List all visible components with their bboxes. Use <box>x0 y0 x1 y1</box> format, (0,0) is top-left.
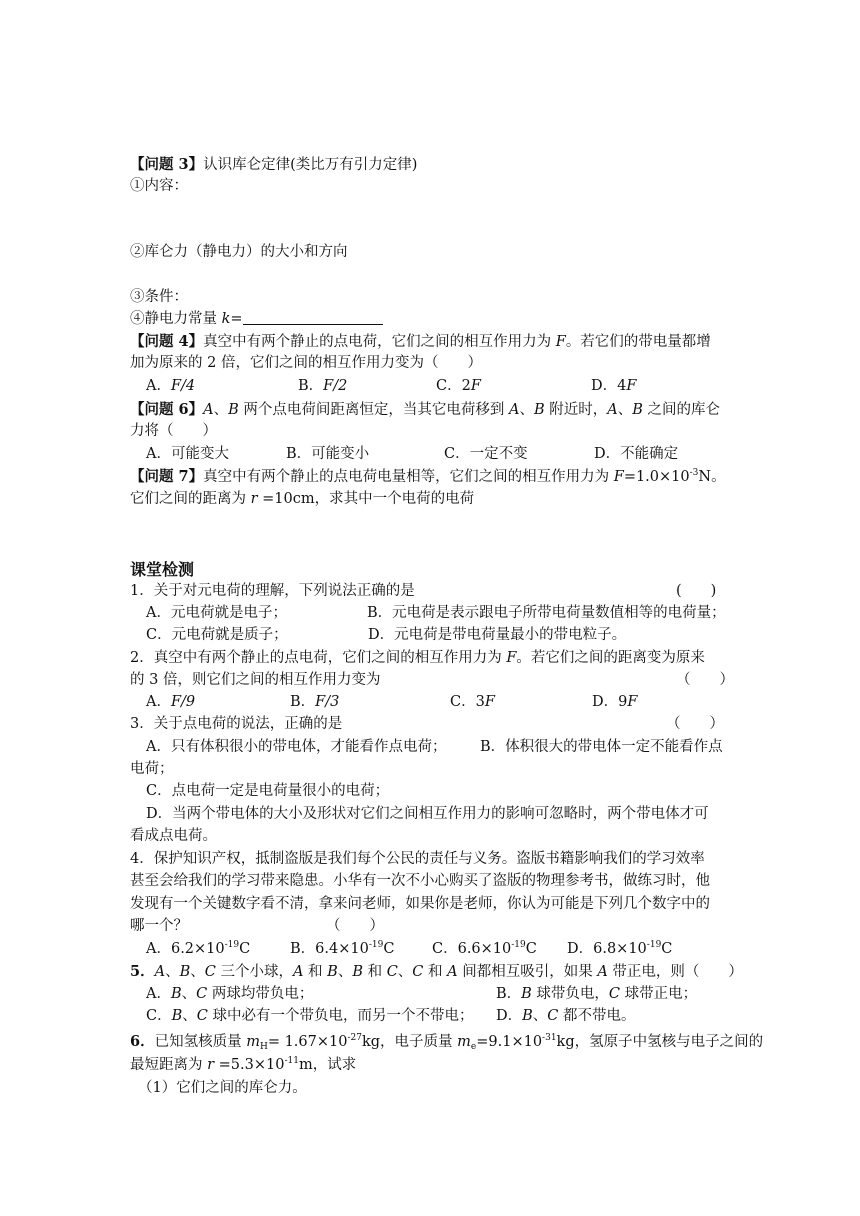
q6-option-a: A．可能变大 <box>146 446 229 462</box>
t5-option-b: B．B 球带负电，C 球带正电； <box>496 986 698 1002</box>
t1-answer-paren[interactable]: ( ) <box>676 583 717 599</box>
t5-option-a: A．B、C 两球均带负电； <box>146 986 314 1002</box>
t2-option-c: C．3F <box>450 694 495 710</box>
q7-line1: 【问题 7】真空中有两个静止的点电荷电量相等，它们之间的相互作用力为 $F=1.0\times 10^{-3}N$。 <box>130 468 726 485</box>
t1-option-b: B．元电荷是表示跟电子所带电荷量数值相等的电荷量； <box>367 605 726 621</box>
t6-sub1: （1）它们之间的库仑力。 <box>138 1080 307 1096</box>
q4-option-b: B．F/2 <box>298 378 348 394</box>
q6-option-c: C．一定不变 <box>444 446 528 462</box>
t6-line1: 6．已知氢核质量 $m_H= 1.67\times 10^{-27}kg$，电子质量 $m_e=9.1\times 10^{-31}kg$，氢原子中氢核与电子之间的 <box>130 1033 764 1052</box>
t4-answer-paren[interactable]: （ ） <box>326 918 384 934</box>
q4-option-d: D．4F <box>591 378 637 394</box>
t2-option-a: A．F/9 <box>146 694 196 710</box>
t5-option-c: C．B、C 球中必有一个带负电，而另一个不带电； <box>146 1008 474 1024</box>
t4-option-c: C．$6.6\times 10^{-19}C$ <box>432 940 537 957</box>
q3-content: ①内容： <box>130 178 188 194</box>
q4-option-c: C．2F <box>436 378 481 394</box>
t4-line3: 发现有一个关键数字看不清，拿来问老师，如果你是老师，你认为可能是下列几个数字中的 <box>130 896 710 912</box>
q6-option-d: D．不能确定 <box>594 446 679 462</box>
q6-option-b: B．可能变小 <box>286 446 370 462</box>
q6-line1: 【问题 6】A、B 两个点电荷间距离恒定，当其它电荷移到 A、B 附近时，A、B 之间的库仑 <box>130 401 720 418</box>
t5-option-d: D．B、C 都不带电。 <box>496 1008 636 1024</box>
t4-option-a: A．$6.2\times 10^{-19}C$ <box>146 940 251 957</box>
section-title: 课堂检测 <box>130 560 195 579</box>
t3-stem: 3．关于点电荷的说法，正确的是 （ ） <box>130 714 730 735</box>
t4-line1: 4．保护知识产权，抵制盗版是我们每个公民的责任与义务。盗版书籍影响我们的学习效率 <box>130 851 705 867</box>
q4-option-a: A．F/4 <box>146 378 196 394</box>
t3-option-d-cont: 看成点电荷。 <box>130 828 217 844</box>
t2-line2: 的 3 倍，则它们之间的相互作用力变为 （ ） <box>130 670 730 691</box>
q3-condition: ③条件： <box>130 289 188 305</box>
t1-option-d: D．元电荷是带电荷量最小的带电粒子。 <box>368 627 627 643</box>
t3-option-a: A．只有体积很小的带电体，才能看作点电荷； <box>146 739 447 755</box>
t2-answer-paren[interactable]: （ ） <box>676 672 734 688</box>
t3-option-b-cont: 电荷； <box>130 761 174 777</box>
q3-constant: ④静电力常量 k= <box>130 309 730 330</box>
q4-line2: 加为原来的 2 倍，它们之间的相互作用力变为（ ） <box>130 355 482 371</box>
t5-stem: 5．A、B、C 三个小球，A 和 B、B 和 C、C 和 A 间都相互吸引，如果 A 带正电，则（ ） <box>130 963 743 980</box>
t2-line1: 2．真空中有两个静止的点电荷，它们之间的相互作用力为 F。若它们之间的距离变为原来 <box>130 650 705 666</box>
t4-option-d: D．$6.8\times 10^{-19}C$ <box>567 940 673 957</box>
t3-option-d: D．当两个带电体的大小及形状对它们之间相互作用力的影响可忽略时，两个带电体才可 <box>146 806 709 822</box>
t2-option-b: B．F/3 <box>290 694 340 710</box>
t3-option-b: B．体积很大的带电体一定不能看作点 <box>480 739 723 755</box>
t3-answer-paren[interactable]: （ ） <box>666 716 724 732</box>
q4-line1: 【问题 4】真空中有两个静止的点电荷，它们之间的相互作用力为 F。若它们的带电量都增 <box>130 333 711 350</box>
t1-stem: 1．关于对元电荷的理解，下列说法正确的是 ( ) <box>130 581 730 602</box>
t1-option-a: A．元电荷就是电子； <box>146 605 287 621</box>
t4-line2: 甚至会给我们的学习带来隐患。小华有一次不小心购买了盗版的物理参考书，做练习时，他 <box>130 873 710 889</box>
q6-line2: 力将（ ） <box>130 423 217 439</box>
q3-title: 【问题 3】认识库仑定律(类比万有引力定律) <box>130 156 418 173</box>
q3-force: ②库仑力（静电力）的大小和方向 <box>130 244 348 260</box>
t4-option-b: B．$6.4\times 10^{-19}C$ <box>290 940 395 957</box>
t1-option-c: C．元电荷就是质子； <box>146 627 288 643</box>
answer-blank[interactable] <box>243 310 383 325</box>
q7-line2: 它们之间的距离为 r =10cm，求其中一个电荷的电荷 <box>130 491 475 507</box>
t4-line4: 哪一个？ （ ） <box>130 916 730 937</box>
t6-line2: 最短距离为 $r =5.3\times 10^{-11}m$，试求 <box>130 1056 357 1073</box>
t3-option-c: C．点电荷一定是电荷量很小的电荷； <box>146 783 390 799</box>
t2-option-d: D．9F <box>592 694 638 710</box>
